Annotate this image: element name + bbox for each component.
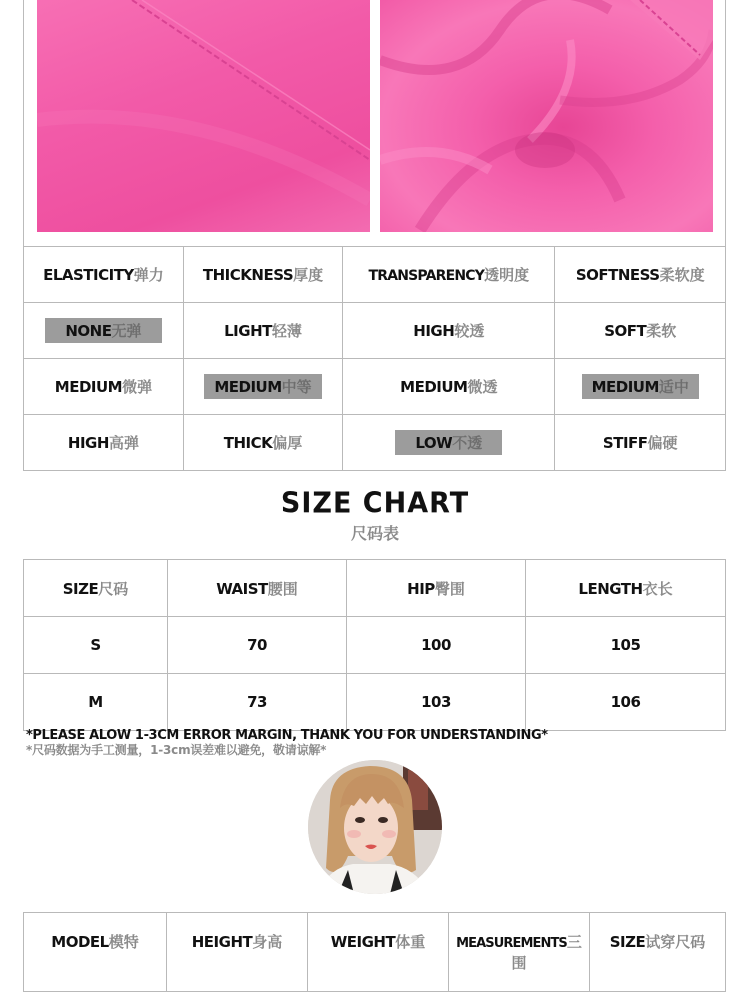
size-cell: S bbox=[24, 617, 168, 674]
fabric-header-thickness: THICKNESS厚度 bbox=[183, 247, 342, 303]
model-header-size: SIZE试穿尺码 bbox=[590, 913, 726, 992]
size-row bbox=[24, 617, 726, 674]
fabric-row bbox=[24, 359, 726, 415]
size-cell: 70 bbox=[168, 617, 347, 674]
error-margin-note: *PLEASE ALOW 1-3CM ERROR MARGIN, THANK YOU FOR UNDERSTANDING* bbox=[26, 728, 548, 743]
error-margin-note-cn: *尺码数据为手工测量，1-3cm误差难以避免，敬请谅解* bbox=[26, 743, 327, 757]
size-header-row bbox=[24, 560, 726, 617]
model-info-table bbox=[23, 912, 726, 992]
fabric-row bbox=[24, 415, 726, 471]
fabric-photo-flat bbox=[37, 0, 370, 232]
size-chart-table bbox=[23, 559, 726, 731]
size-header-waist: WAIST腰围 bbox=[168, 560, 347, 617]
size-cell: 105 bbox=[526, 617, 726, 674]
fabric-header-transparency: TRANSPARENCY透明度 bbox=[343, 247, 555, 303]
model-header-row bbox=[24, 913, 726, 992]
size-cell: 73 bbox=[168, 674, 347, 731]
fabric-header-row bbox=[24, 247, 726, 303]
size-chart-title: SIZE CHART bbox=[280, 487, 470, 520]
size-header-hip: HIP臀围 bbox=[347, 560, 526, 617]
fabric-option: HIGH较透 bbox=[343, 303, 555, 359]
fabric-option: STIFF偏硬 bbox=[555, 415, 726, 471]
size-cell: 100 bbox=[347, 617, 526, 674]
fabric-option-selected: MEDIUM中等 bbox=[183, 359, 342, 415]
fabric-properties-table bbox=[23, 246, 726, 471]
fabric-option-selected: LOW不透 bbox=[343, 415, 555, 471]
model-avatar bbox=[308, 760, 442, 894]
size-cell: M bbox=[24, 674, 168, 731]
size-cell: 103 bbox=[347, 674, 526, 731]
fabric-option: SOFT柔软 bbox=[555, 303, 726, 359]
fabric-option: MEDIUM微弹 bbox=[24, 359, 184, 415]
fabric-option: THICK偏厚 bbox=[183, 415, 342, 471]
size-chart-subtitle: 尺码表 bbox=[350, 524, 399, 543]
fabric-option: HIGH高弹 bbox=[24, 415, 184, 471]
fabric-photo-twisted bbox=[380, 0, 713, 232]
fabric-row bbox=[24, 303, 726, 359]
size-row bbox=[24, 674, 726, 731]
model-header-measurements: MEASUREMENTS三围 bbox=[449, 913, 590, 992]
model-header-weight: WEIGHT体重 bbox=[308, 913, 449, 992]
model-header-model: MODEL模特 bbox=[24, 913, 167, 992]
fabric-option-selected: MEDIUM适中 bbox=[555, 359, 726, 415]
size-header-size: SIZE尺码 bbox=[24, 560, 168, 617]
fabric-option-selected: NONE无弹 bbox=[24, 303, 184, 359]
fabric-option: MEDIUM微透 bbox=[343, 359, 555, 415]
fabric-header-elasticity: ELASTICITY弹力 bbox=[24, 247, 184, 303]
size-header-length: LENGTH衣长 bbox=[526, 560, 726, 617]
model-header-height: HEIGHT身高 bbox=[167, 913, 308, 992]
fabric-header-softness: SOFTNESS柔软度 bbox=[555, 247, 726, 303]
size-cell: 106 bbox=[526, 674, 726, 731]
fabric-option: LIGHT轻薄 bbox=[183, 303, 342, 359]
